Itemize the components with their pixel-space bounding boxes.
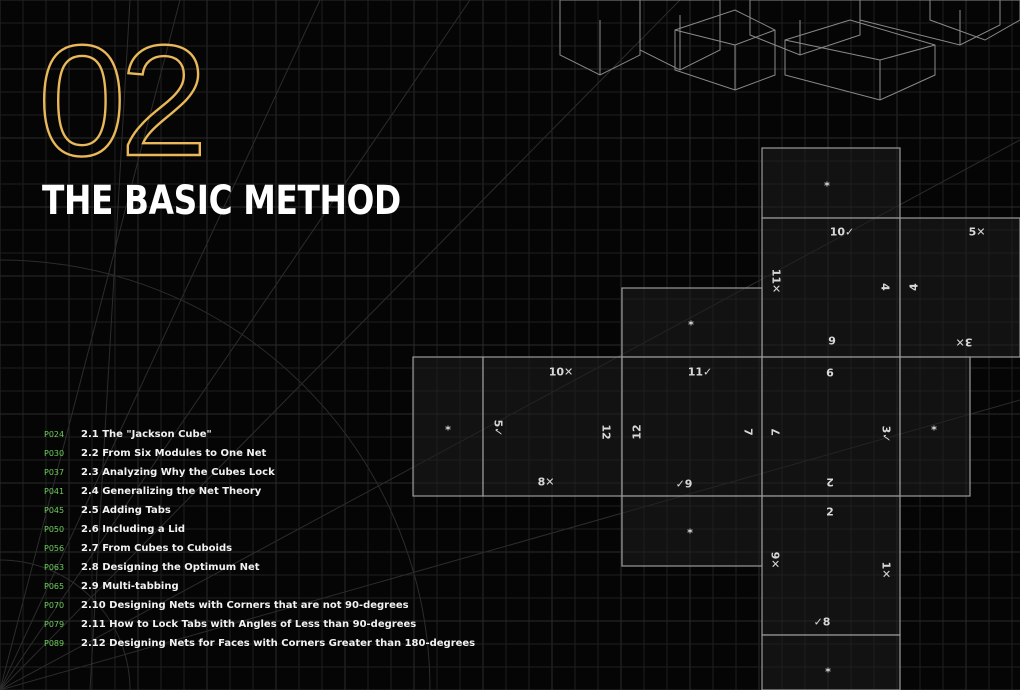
net-label: 5✓ — [491, 419, 505, 437]
toc-page-number: P079 — [44, 620, 65, 629]
toc-item[interactable] — [44, 539, 524, 558]
toc-page-number: P050 — [44, 525, 65, 534]
toc-item[interactable] — [44, 463, 524, 482]
toc-section-title: 2.1 The "Jackson Cube" — [81, 429, 212, 440]
toc-page-number: P041 — [44, 487, 65, 496]
toc-page-number: P070 — [44, 601, 65, 610]
toc-page-number: P063 — [44, 563, 65, 572]
net-label-star: * — [687, 526, 693, 540]
toc-item[interactable] — [44, 558, 524, 577]
net-label: 7 — [741, 428, 755, 436]
toc-item[interactable] — [44, 501, 524, 520]
net-label-star: * — [824, 179, 830, 193]
net-label: 4 — [878, 283, 892, 291]
toc-item[interactable] — [44, 520, 524, 539]
net-label: 2 — [826, 475, 834, 489]
table-of-contents — [44, 425, 524, 653]
toc-item[interactable] — [44, 577, 524, 596]
toc-item[interactable] — [44, 482, 524, 501]
net-label: 3✕ — [955, 335, 973, 349]
toc-page-number: P024 — [44, 430, 65, 439]
toc-item[interactable] — [44, 425, 524, 444]
net-label: 12 — [630, 424, 644, 440]
net-label: 6 — [826, 366, 834, 380]
net-label-star: * — [931, 423, 937, 437]
toc-section-title: 2.6 Including a Lid — [81, 524, 186, 535]
net-label: 11✕ — [769, 268, 783, 294]
toc-section-title: 2.11 How to Lock Tabs with Angles of Less than 90-degrees — [81, 619, 417, 630]
net-label: ✓8 — [813, 615, 831, 629]
toc-section-title: 2.3 Analyzing Why the Cubes Lock — [81, 467, 275, 478]
toc-section-title: 2.7 From Cubes to Cuboids — [81, 543, 233, 554]
net-label: ✓9 — [675, 477, 693, 491]
toc-section-title: 2.5 Adding Tabs — [81, 505, 171, 516]
toc-section-title: 2.4 Generalizing the Net Theory — [81, 486, 262, 497]
toc-page-number: P037 — [44, 468, 65, 477]
toc-item[interactable] — [44, 596, 524, 615]
net-label: 10✓ — [829, 225, 855, 239]
net-label: 2 — [826, 505, 834, 519]
net-label-star: * — [445, 423, 451, 437]
toc-section-title: 2.12 Designing Nets for Faces with Corners Greater than 180-degrees — [81, 638, 476, 649]
toc-section-title: 2.9 Multi-tabbing — [81, 581, 179, 592]
net-label: 3✓ — [879, 425, 893, 443]
net-label: 5✕ — [968, 225, 986, 239]
net-label: 9✕ — [768, 551, 782, 569]
toc-item[interactable] — [44, 615, 524, 634]
net-label: 10✕ — [548, 365, 574, 379]
toc-page-number: P056 — [44, 544, 65, 553]
isometric-cubes — [560, 0, 1020, 100]
toc-page-number: P030 — [44, 449, 65, 458]
toc-section-title: 2.2 From Six Modules to One Net — [81, 448, 267, 459]
net-label-star: * — [825, 665, 831, 679]
net-label: 12 — [599, 424, 613, 440]
toc-item[interactable] — [44, 444, 524, 463]
toc-section-title: 2.10 Designing Nets with Corners that are not 90-degrees — [81, 600, 409, 611]
net-label: 8✕ — [537, 475, 555, 489]
net-label: 7 — [769, 428, 783, 436]
toc-item[interactable] — [44, 634, 524, 653]
toc-page-number: P089 — [44, 639, 65, 648]
net-label: 1✕ — [879, 561, 893, 579]
chapter-number: 02 — [38, 13, 202, 189]
net-label-star: * — [688, 318, 694, 332]
net-label: 11✓ — [687, 365, 713, 379]
chapter-title: THE BASIC METHOD — [42, 178, 401, 224]
net-label: 4 — [907, 283, 921, 291]
toc-page-number: P045 — [44, 506, 65, 515]
toc-section-title: 2.8 Designing the Optimum Net — [81, 562, 260, 573]
net-label: 6 — [828, 333, 836, 347]
toc-page-number: P065 — [44, 582, 65, 591]
